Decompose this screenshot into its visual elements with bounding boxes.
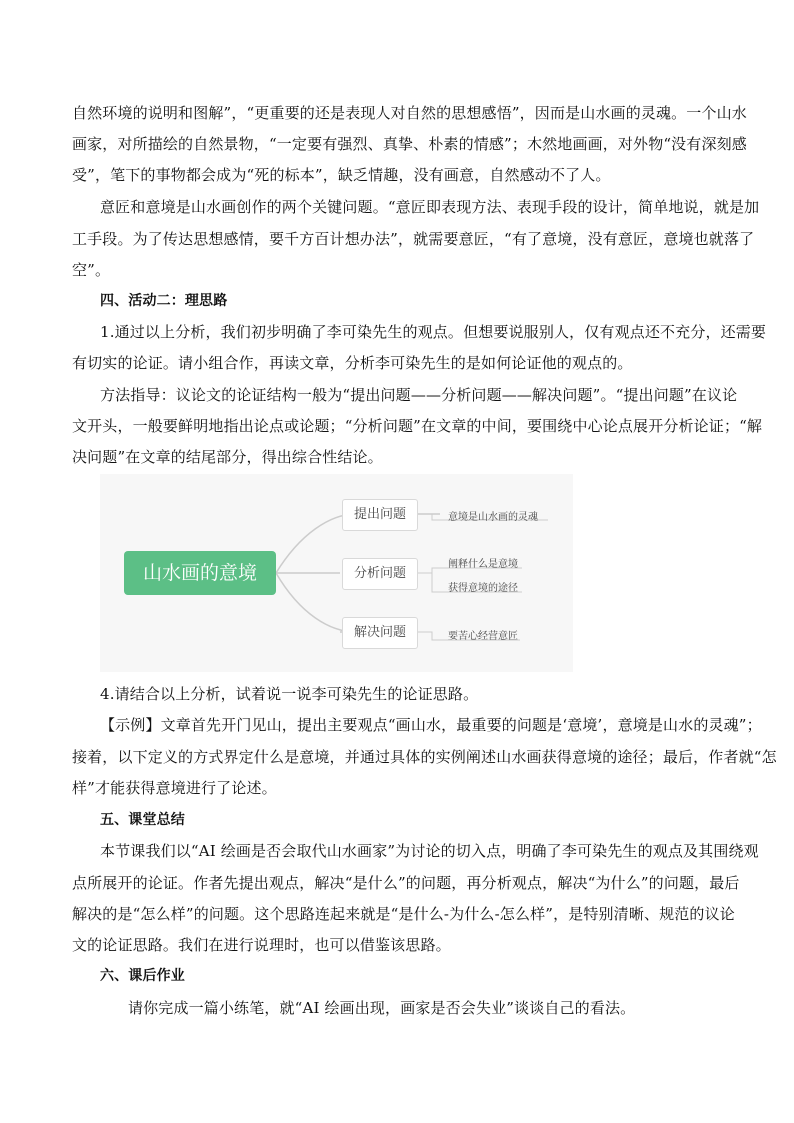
leaf-node: 要苦心经营意匠	[448, 631, 518, 642]
paragraph-line: 解决的是“怎么样”的问题。这个思路连起来就是“是什么-为什么-怎么样”，是特别清晰、规范的议论	[72, 905, 735, 923]
paragraph-line: 决问题”在文章的结尾部分，得出综合性结论。	[72, 448, 383, 466]
paragraph-line: 意匠和意境是山水画创作的两个关键问题。“意匠即表现方法、表现手段的设计，简单地说，就是加	[100, 198, 760, 216]
section-heading: 五、课堂总结	[100, 812, 185, 828]
mind-map	[100, 474, 573, 672]
paragraph-line: 自然环境的说明和图解”，“更重要的还是表现人对自然的思想感悟”，因而是山水画的灵魂。一个山水	[72, 104, 747, 122]
section-heading: 四、活动二：理思路	[100, 293, 228, 309]
section-heading: 六、课后作业	[100, 968, 185, 984]
leaf-node: 阐释什么是意境	[448, 559, 518, 570]
paragraph-line: 受”，笔下的事物都会成为“死的标本”，缺乏情趣，没有画意，自然感动不了人。	[72, 166, 611, 184]
branch-node-propose: 提出问题	[342, 499, 418, 531]
mind-map-root: 山水画的意境	[124, 551, 276, 595]
paragraph-line: 【示例】文章首先开门见山，提出主要观点“画山水，最重要的问题是‘意境’，意境是山水的灵魂”；	[100, 716, 762, 734]
paragraph-line: 有切实的论证。请小组合作，再读文章，分析李可染先生的是如何论证他的观点的。	[72, 354, 633, 372]
paragraph-line: 文开头，一般要鲜明地指出论点或论题；“分析问题”在文章的中间，要围绕中心论点展开分析论证；“解	[72, 417, 763, 435]
paragraph-line: 4.请结合以上分析，试着说一说李可染先生的论证思路。	[100, 685, 479, 703]
paragraph-line: 空”。	[72, 261, 111, 279]
branch-node-solve: 解决问题	[342, 617, 418, 649]
paragraph-line: 画家，对所描绘的自然景物，“一定要有强烈、真挚、朴素的情感”；木然地画画，对外物“没有深刻感	[72, 135, 747, 153]
paragraph-line: 1.通过以上分析，我们初步明确了李可染先生的观点。但想要说服别人，仅有观点还不充分，还需要	[100, 323, 767, 341]
paragraph-line: 方法指导：议论文的论证结构一般为“提出问题——分析问题——解决问题”。“提出问题”在议论	[100, 386, 738, 404]
leaf-node: 获得意境的途径	[448, 583, 518, 594]
paragraph-line: 文的论证思路。我们在进行说理时，也可以借鉴该思路。	[72, 936, 451, 954]
paragraph-line: 工手段。为了传达思想感情，要千方百计想办法”，就需要意匠，“有了意境，没有意匠，意境也就落了	[72, 230, 755, 248]
paragraph-line: 本节课我们以“AI 绘画是否会取代山水画家”为讨论的切入点，明确了李可染先生的观点及其围绕观	[100, 842, 759, 860]
branch-node-analyze: 分析问题	[342, 558, 418, 590]
paragraph-line: 请你完成一篇小练笔，就“AI 绘画出现，画家是否会失业”谈谈自己的看法。	[128, 999, 636, 1017]
leaf-node: 意境是山水画的灵魂	[448, 512, 538, 523]
paragraph-line: 接着，以下定义的方式界定什么是意境，并通过具体的实例阐述山水画获得意境的途径；最后，作者就“怎	[72, 748, 777, 766]
paragraph-line: 点所展开的论证。作者先提出观点，解决“是什么”的问题，再分析观点，解决“为什么”的问题，最后	[72, 874, 740, 892]
paragraph-line: 样”才能获得意境进行了论述。	[72, 779, 277, 797]
